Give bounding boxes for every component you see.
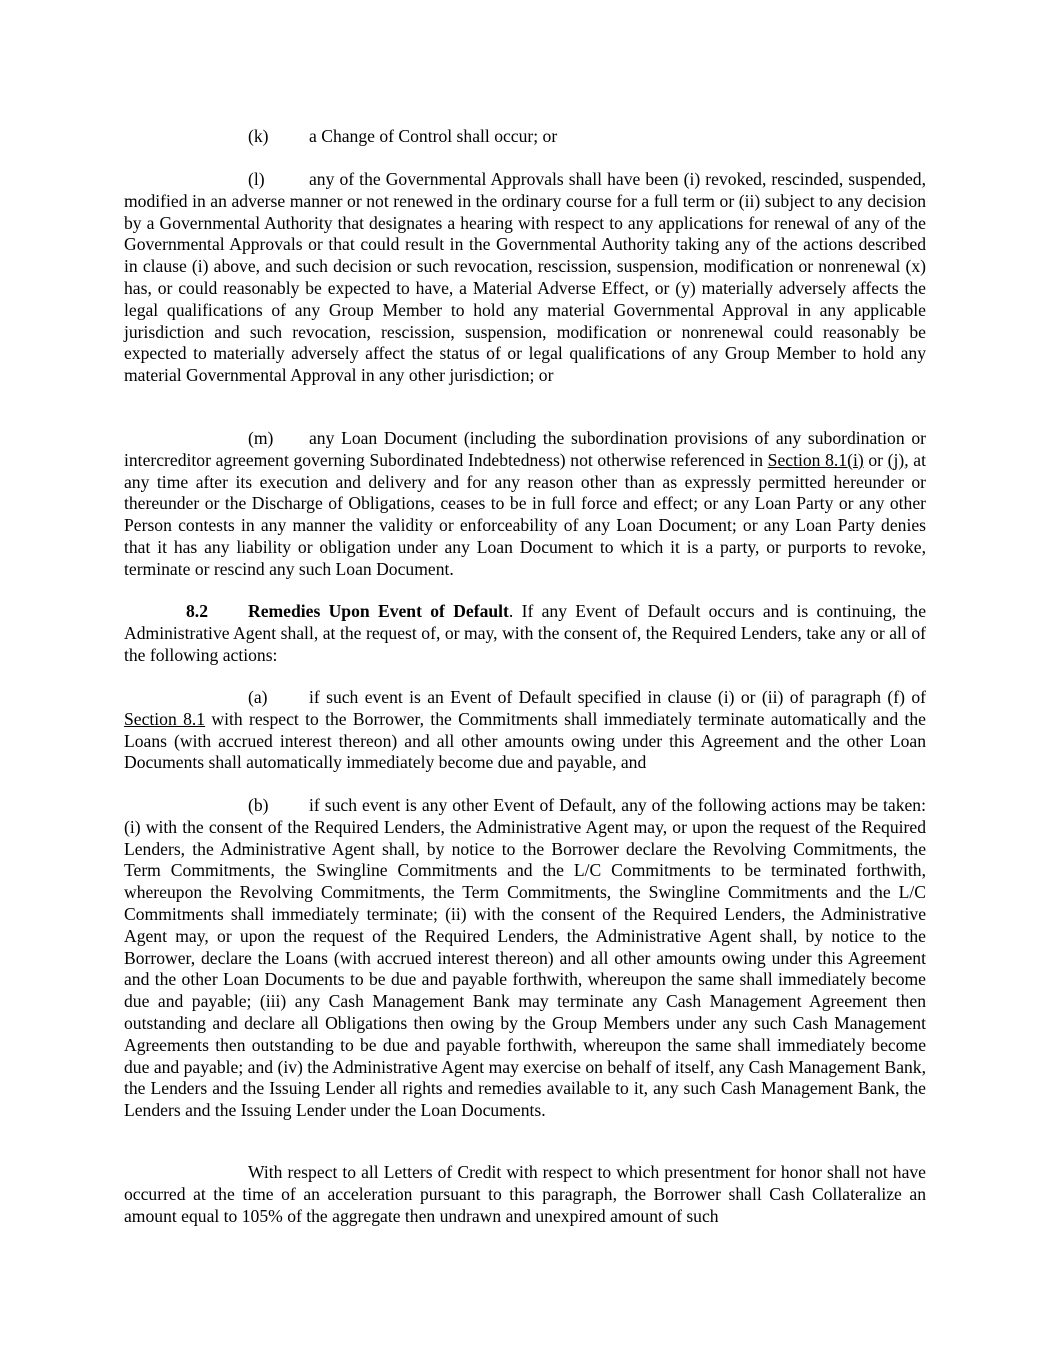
clause-label: (k): [248, 126, 269, 146]
section-reference: Section 8.1(i): [767, 449, 864, 470]
clause-label: (l): [248, 169, 265, 189]
letters-of-credit-paragraph: [124, 1162, 926, 1227]
section-heading: Remedies Upon Event of Default: [248, 601, 509, 621]
clause-b: [124, 795, 926, 1122]
clause-text: a Change of Control shall occur; or: [309, 126, 558, 146]
clause-label: (a): [248, 687, 268, 707]
paragraph-text: With respect to all Letters of Credit with respect to which presentment for honor shall not have occurred at the time of an acceleration pursuant to this paragraph, the Borrower shall Cash Collateralize an amount equal to 105% of the aggregate then undrawn and unexpired amount of such: [124, 1162, 926, 1226]
clause-a: [124, 687, 926, 774]
clause-text: any Loan Document (including the subordination provisions of any subordination or intercreditor agreement governing Subordinated Indebtedness) not otherwise referenced in: [124, 428, 926, 470]
section-8-2: [124, 601, 926, 666]
clause-text: any of the Governmental Approvals shall have been (i) revoked, rescinded, suspended, modified in an adverse manner or not renewed in the ordinary course for a full term or (ii) subject to any decision by a Governmental Authority that designates a hearing with respect to any applications for renewal of any of the Governmental Approvals or that could result in the Governmental Authority taking any of the actions described in clause (i) above, and such decision or such revocation, rescission, suspension, modification or nonrenewal (x) has, or could reasonably be expected to have, a Material Adverse Effect, or (y) materially adversely affects the legal qualifications of any Group Member to hold any material Governmental Approval in any applicable jurisdiction and such revocation, rescission, suspension, modification or nonrenewal could reasonably be expected to materially adversely affect the status of or legal qualifications of any Group Member to hold any material Governmental Approval in any other jurisdiction; or: [124, 169, 926, 386]
section-number: 8.2: [186, 601, 208, 621]
clause-text: or: [868, 449, 883, 470]
clause-label: (m): [248, 428, 274, 448]
clause-m: [124, 428, 926, 581]
section-reference: (j): [887, 449, 905, 470]
clause-text: if such event is an Event of Default specified in clause (i) or (ii) of paragraph (f) of: [309, 687, 926, 707]
clause-text: , at any time after its execution and delivery and for any reason other than as expressly permitted hereunder or thereunder or the Discharge of Obligations, ceases to be in full force and effect; or any Loan Party or any other Person contests in any manner the validity or enforceability of any Loan Document; or any Loan Party denies that it has any liability or obligation under any Loan Document to which it is a party, or purports to revoke, terminate or rescind any such Loan Document.: [124, 449, 927, 579]
section-text: . If any Event of Default occurs and is continuing, the Administrative Agent shall, at the request of, or may, with the consent of, the Required Lenders, take any or all of the following actions:: [124, 601, 926, 665]
clause-l: [124, 169, 926, 387]
clause-label: (b): [248, 795, 269, 815]
section-reference: Section 8.1: [124, 708, 206, 729]
clause-text: if such event is any other Event of Default, any of the following actions may be taken: (i) with the consent of the Required Lenders, the Administrative Agent may, or upon the request of the Required Lenders, the Administrative Agent shall, by notice to the Borrower declare the Revolving Commitments, the Term Commitments, the Swingline Commitments and the L/C Commitments to be terminated forthwith, whereupon the Revolving Commitments, the Term Commitments, the Swingline Commitments and the L/C Commitments shall immediately terminate; (ii) with the consent of the Required Lenders, the Administrative Agent may, or upon the request of the Required Lenders, the Administrative Agent shall, by notice to the Borrower, declare the Loans (with accrued interest thereon) and all other amounts owing under this Agreement and the other Loan Documents to be due and payable forthwith, whereupon the same shall immediately become due and payable; (iii) any Cash Management Bank may terminate any Cash Management Agreement then outstanding and declare all Obligations then owing by the Group Members under any such Cash Management Agreements then outstanding to be due and payable forthwith, whereupon the same shall immediately become due and payable; and (iv) the Administrative Agent may exercise on behalf of itself, any Cash Management Bank, the Lenders and the Issuing Lender all rights and remedies available to it, any such Cash Management Bank, the Lenders and the Issuing Lender under the Loan Documents.: [124, 795, 926, 1121]
clause-k: [124, 126, 926, 148]
clause-text: with respect to the Borrower, the Commitments shall immediately terminate automatically and the Loans (with accrued interest thereon) and all other amounts owing under this Agreement and the other Loan Documents shall automatically immediately become due and payable, and: [124, 708, 926, 773]
